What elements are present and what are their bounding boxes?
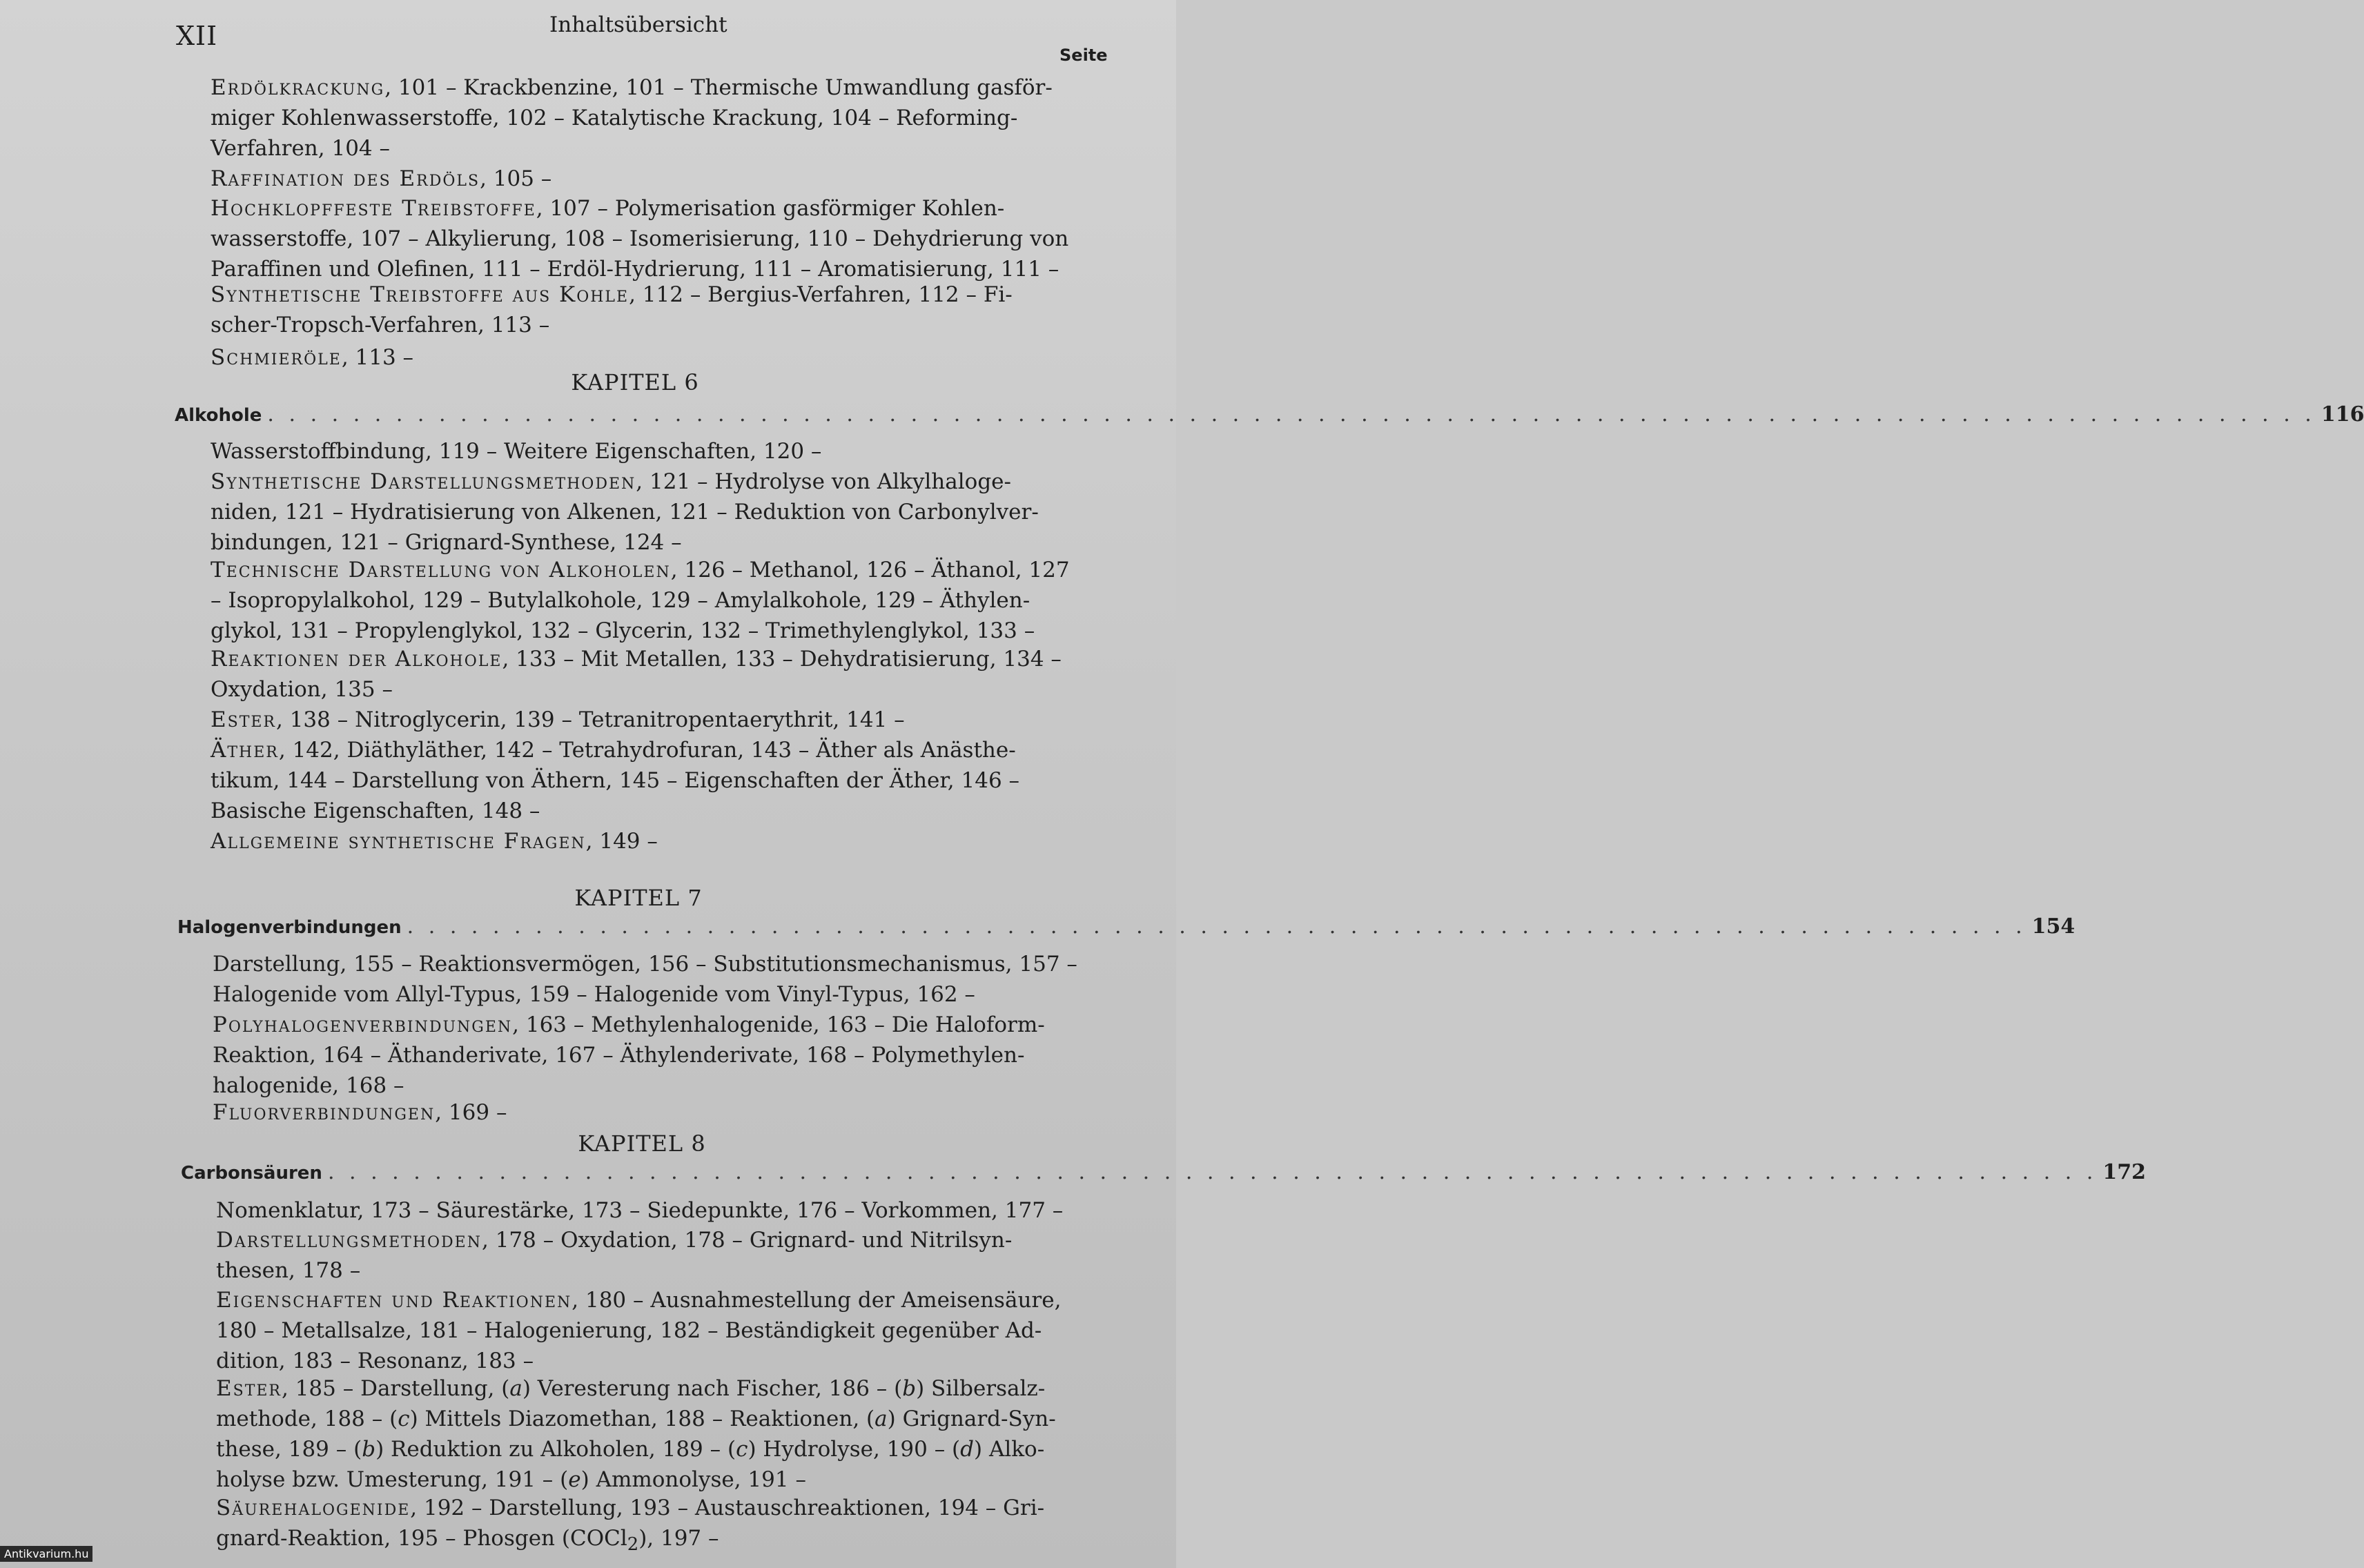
toc-line bbox=[213, 1070, 1041, 1101]
chapter-heading bbox=[181, 1160, 2147, 1184]
chapter-title: Alkohole bbox=[175, 405, 262, 426]
toc-text: Basische Eigenschaften, 148 – bbox=[211, 798, 540, 823]
toc-text: these, 189 – ( bbox=[216, 1437, 362, 1462]
toc-line bbox=[211, 527, 1039, 558]
toc-text: d bbox=[960, 1437, 975, 1462]
toc-text: Verfahren, 104 – bbox=[211, 136, 390, 161]
toc-text: , 142, Diäthyläther, 142 – Tetrahydrofuran, 143 – Äther als Anästhe- bbox=[278, 738, 1016, 763]
toc-text: miger Kohlenwasserstoffe, 102 – Katalytische Krackung, 104 – Reforming- bbox=[211, 106, 1018, 130]
toc-line bbox=[211, 555, 1070, 585]
toc-line bbox=[216, 1404, 1056, 1434]
toc-text: ) Veresterung nach Fischer, 186 – ( bbox=[522, 1376, 903, 1401]
toc-line bbox=[211, 342, 1039, 373]
leader-dots: . . . . . . . . . . . . . . . . . . . . . . . . . . . . . . . . . . . . . . . . . . . . . . . . . . . . . . . . . . . . . . . . . . . . . . . . . . . . . . . . . . . bbox=[327, 1160, 2098, 1184]
toc-text: a bbox=[509, 1376, 522, 1401]
toc-text: ) Mittels Diazomethan, 188 – Reaktionen, ( bbox=[409, 1407, 875, 1431]
toc-text: tikum, 144 – Darstellung von Äthern, 145 – Eigenschaften der Äther, 146 – bbox=[211, 768, 1020, 793]
chapter-heading bbox=[175, 402, 2364, 427]
leader-dots: . . . . . . . . . . . . . . . . . . . . . . . . . . . . . . . . . . . . . . . . . . . . . . . . . . . . . . . . . . . . . . . . . . . . . . . . . . . . bbox=[407, 914, 2026, 939]
toc-text: , 178 – Oxydation, 178 – Grignard- und Nitrilsyn- bbox=[482, 1228, 1013, 1253]
leader-dots: . . . . . . . . . . . . . . . . . . . . . . . . . . . . . . . . . . . . . . . . . . . . . . . . . . . . . . . . . . . . . . . . . . . . . . . . . . . . . . . . . . . . . . . . . . . . . . . . bbox=[267, 402, 2316, 427]
toc-text: , 112 – Bergius-Verfahren, 112 – Fi- bbox=[629, 282, 1013, 307]
toc-line bbox=[211, 705, 1039, 735]
toc-line bbox=[211, 436, 1039, 467]
toc-entry bbox=[211, 644, 1062, 705]
section-term: Säurehalogenide bbox=[216, 1496, 411, 1520]
page-number: XII bbox=[176, 21, 218, 51]
toc-text: 2 bbox=[627, 1534, 639, 1556]
toc-text: glykol, 131 – Propylenglykol, 132 – Glycerin, 132 – Trimethylenglykol, 133 – bbox=[211, 618, 1035, 643]
section-term: Synthetische Darstellungsmethoden bbox=[211, 469, 636, 494]
toc-line bbox=[216, 1493, 1044, 1523]
section-term: Technische Darstellung von Alkoholen bbox=[211, 558, 671, 582]
toc-entry bbox=[211, 436, 1039, 467]
seite-column-label: Seite bbox=[1059, 46, 1108, 65]
toc-text: Halogenide vom Allyl-Typus, 159 – Halogenide vom Vinyl-Typus, 162 – bbox=[213, 982, 975, 1007]
toc-entry bbox=[211, 164, 1039, 194]
toc-line bbox=[211, 224, 1069, 254]
toc-entry bbox=[211, 280, 1039, 340]
toc-text: ) Silbersalz- bbox=[916, 1376, 1046, 1401]
chapter-heading bbox=[177, 914, 2075, 939]
toc-entry bbox=[211, 555, 1070, 646]
toc-text: ) Ammonolyse, 191 – bbox=[580, 1467, 806, 1492]
chapter-page-number: 172 bbox=[2102, 1160, 2147, 1184]
toc-text: ) Reduktion zu Alkoholen, 189 – ( bbox=[375, 1437, 736, 1462]
toc-text: , 121 – Hydrolyse von Alkylhaloge- bbox=[636, 469, 1011, 494]
toc-line bbox=[211, 826, 1039, 856]
toc-text: – Isopropylalkohol, 129 – Butylalkohole, 129 – Amylalkohole, 129 – Äthylen- bbox=[211, 588, 1030, 613]
toc-entry bbox=[211, 467, 1039, 558]
chapter-page-number: 116 bbox=[2321, 402, 2364, 427]
chapter-title: Halogenverbindungen bbox=[177, 917, 402, 938]
toc-entry bbox=[211, 705, 1039, 735]
chapter-label: KAPITEL 6 bbox=[571, 369, 699, 395]
section-term: Synthetische Treibstoffe aus Kohle bbox=[211, 282, 629, 307]
running-title: Inhaltsübersicht bbox=[549, 12, 727, 37]
toc-line bbox=[211, 164, 1039, 194]
toc-text: Darstellung, 155 – Reaktionsvermögen, 156 – Substitutionsmechanismus, 157 – bbox=[213, 952, 1077, 977]
toc-line bbox=[211, 616, 1039, 646]
toc-line bbox=[213, 979, 1041, 1010]
toc-text: , 113 – bbox=[341, 345, 414, 370]
toc-line bbox=[213, 1010, 1045, 1040]
toc-entry bbox=[216, 1373, 1056, 1495]
toc-entry bbox=[216, 1225, 1044, 1286]
toc-text: halogenide, 168 – bbox=[213, 1073, 404, 1098]
toc-line bbox=[216, 1195, 1064, 1226]
section-term: Allgemeine synthetische Fragen bbox=[211, 829, 586, 854]
toc-text: bindungen, 121 – Grignard-Synthese, 124 – bbox=[211, 530, 682, 555]
toc-text: e bbox=[568, 1467, 581, 1492]
toc-entry bbox=[211, 735, 1039, 826]
toc-line bbox=[211, 796, 1039, 826]
toc-text: wasserstoffe, 107 – Alkylierung, 108 – Isomerisierung, 110 – Dehydrierung von bbox=[211, 226, 1069, 251]
toc-line bbox=[216, 1464, 1044, 1495]
toc-text: Oxydation, 135 – bbox=[211, 677, 393, 702]
toc-text: 180 – Metallsalze, 181 – Halogenierung, 182 – Beständigkeit gegenüber Ad- bbox=[216, 1318, 1042, 1343]
section-term: Polyhalogenverbindungen bbox=[213, 1012, 513, 1037]
toc-line bbox=[211, 72, 1053, 103]
toc-text: , 107 – Polymerisation gasförmiger Kohlen- bbox=[536, 196, 1005, 221]
toc-text: dition, 183 – Resonanz, 183 – bbox=[216, 1349, 534, 1373]
toc-line bbox=[211, 735, 1039, 765]
section-term: Raffination des Erdöls bbox=[211, 166, 480, 191]
section-term: Ester bbox=[216, 1376, 282, 1401]
watermark: Antikvarium.hu bbox=[0, 1546, 92, 1562]
toc-text: thesen, 178 – bbox=[216, 1258, 361, 1283]
toc-entry bbox=[213, 1097, 1041, 1128]
section-term: Ester bbox=[211, 707, 276, 732]
toc-line bbox=[216, 1255, 1044, 1286]
toc-text: methode, 188 – ( bbox=[216, 1407, 398, 1431]
toc-line bbox=[216, 1434, 1044, 1464]
toc-line bbox=[211, 765, 1039, 796]
toc-line bbox=[213, 949, 1077, 979]
toc-entry bbox=[211, 193, 1069, 284]
section-term: Darstellungsmethoden bbox=[216, 1228, 482, 1253]
toc-line bbox=[211, 585, 1039, 616]
toc-text: ) Grignard-Syn- bbox=[887, 1407, 1056, 1431]
chapter-title: Carbonsäuren bbox=[181, 1163, 322, 1184]
toc-text: b bbox=[362, 1437, 376, 1462]
toc-line bbox=[213, 1097, 1041, 1128]
toc-text: holyse bzw. Umesterung, 191 – ( bbox=[216, 1467, 569, 1492]
toc-text: gnard-Reaktion, 195 – Phosgen (COCl bbox=[216, 1526, 627, 1551]
toc-line bbox=[211, 133, 1039, 164]
toc-text: , 133 – Mit Metallen, 133 – Dehydratisierung, 134 – bbox=[502, 647, 1062, 672]
toc-text: scher-Tropsch-Verfahren, 113 – bbox=[211, 313, 550, 337]
section-term: Eigenschaften und Reaktionen bbox=[216, 1288, 572, 1313]
toc-line bbox=[211, 497, 1039, 527]
toc-text: ), 197 – bbox=[638, 1526, 719, 1551]
toc-text: c bbox=[398, 1407, 410, 1431]
toc-line bbox=[216, 1225, 1044, 1255]
section-term: Fluorverbindungen bbox=[213, 1100, 436, 1125]
toc-text: , 180 – Ausnahmestellung der Ameisensäure, bbox=[572, 1288, 1062, 1313]
toc-text: , 163 – Methylenhalogenide, 163 – Die Haloform- bbox=[512, 1012, 1045, 1037]
toc-entry bbox=[211, 826, 1039, 856]
toc-line bbox=[211, 310, 1039, 340]
toc-line bbox=[216, 1315, 1044, 1346]
toc-entry bbox=[211, 342, 1039, 373]
section-term: Äther bbox=[211, 738, 279, 763]
toc-text: , 126 – Methanol, 126 – Äthanol, 127 bbox=[670, 558, 1070, 582]
toc-text: , 138 – Nitroglycerin, 139 – Tetranitropentaerythrit, 141 – bbox=[276, 707, 905, 732]
toc-text: ) Alko- bbox=[974, 1437, 1045, 1462]
toc-entry bbox=[211, 72, 1053, 164]
toc-text: b bbox=[902, 1376, 917, 1401]
toc-line bbox=[211, 280, 1039, 310]
toc-text: Paraffinen und Olefinen, 111 – Erdöl-Hydrierung, 111 – Aromatisierung, 111 – bbox=[211, 257, 1059, 282]
toc-entry bbox=[213, 1010, 1045, 1101]
toc-text: Wasserstoffbindung, 119 – Weitere Eigenschaften, 120 – bbox=[211, 439, 822, 464]
section-term: Hochklopffeste Treibstoffe bbox=[211, 196, 536, 221]
toc-text: Reaktion, 164 – Äthanderivate, 167 – Äthylenderivate, 168 – Polymethylen- bbox=[213, 1043, 1025, 1068]
toc-entry bbox=[216, 1493, 1044, 1560]
toc-line bbox=[211, 644, 1062, 674]
toc-text: niden, 121 – Hydratisierung von Alkenen, 121 – Reduktion von Carbonylver- bbox=[211, 500, 1039, 525]
toc-line bbox=[211, 467, 1039, 497]
toc-text: , 192 – Darstellung, 193 – Austauschreaktionen, 194 – Gri- bbox=[410, 1496, 1045, 1520]
toc-text: , 169 – bbox=[435, 1100, 507, 1125]
toc-line bbox=[211, 103, 1039, 133]
toc-entry bbox=[213, 949, 1077, 1010]
toc-line bbox=[211, 193, 1039, 224]
section-term: Reaktionen der Alkohole bbox=[211, 647, 502, 672]
toc-line bbox=[216, 1373, 1044, 1404]
toc-text: , 105 – bbox=[480, 166, 552, 191]
toc-text: a bbox=[875, 1407, 888, 1431]
toc-text: , 149 – bbox=[585, 829, 658, 854]
toc-line bbox=[216, 1523, 1044, 1560]
toc-text: Nomenklatur, 173 – Säurestärke, 173 – Siedepunkte, 176 – Vorkommen, 177 – bbox=[216, 1198, 1064, 1223]
toc-line bbox=[211, 674, 1039, 705]
toc-line bbox=[216, 1346, 1044, 1376]
toc-entry bbox=[216, 1195, 1064, 1226]
chapter-label: KAPITEL 7 bbox=[574, 885, 703, 911]
toc-line bbox=[213, 1040, 1041, 1070]
toc-text: ) Hydrolyse, 190 – ( bbox=[748, 1437, 961, 1462]
chapter-label: KAPITEL 8 bbox=[578, 1130, 706, 1157]
toc-text: , 101 – Krackbenzine, 101 – Thermische Umwandlung gasför- bbox=[384, 75, 1053, 100]
toc-line bbox=[216, 1285, 1062, 1315]
chapter-page-number: 154 bbox=[2031, 914, 2075, 939]
section-term: Erdölkrackung bbox=[211, 75, 385, 100]
section-term: Schmieröle bbox=[211, 345, 342, 370]
toc-text: c bbox=[736, 1437, 748, 1462]
toc-entry bbox=[216, 1285, 1062, 1376]
toc-text: , 185 – Darstellung, ( bbox=[282, 1376, 510, 1401]
